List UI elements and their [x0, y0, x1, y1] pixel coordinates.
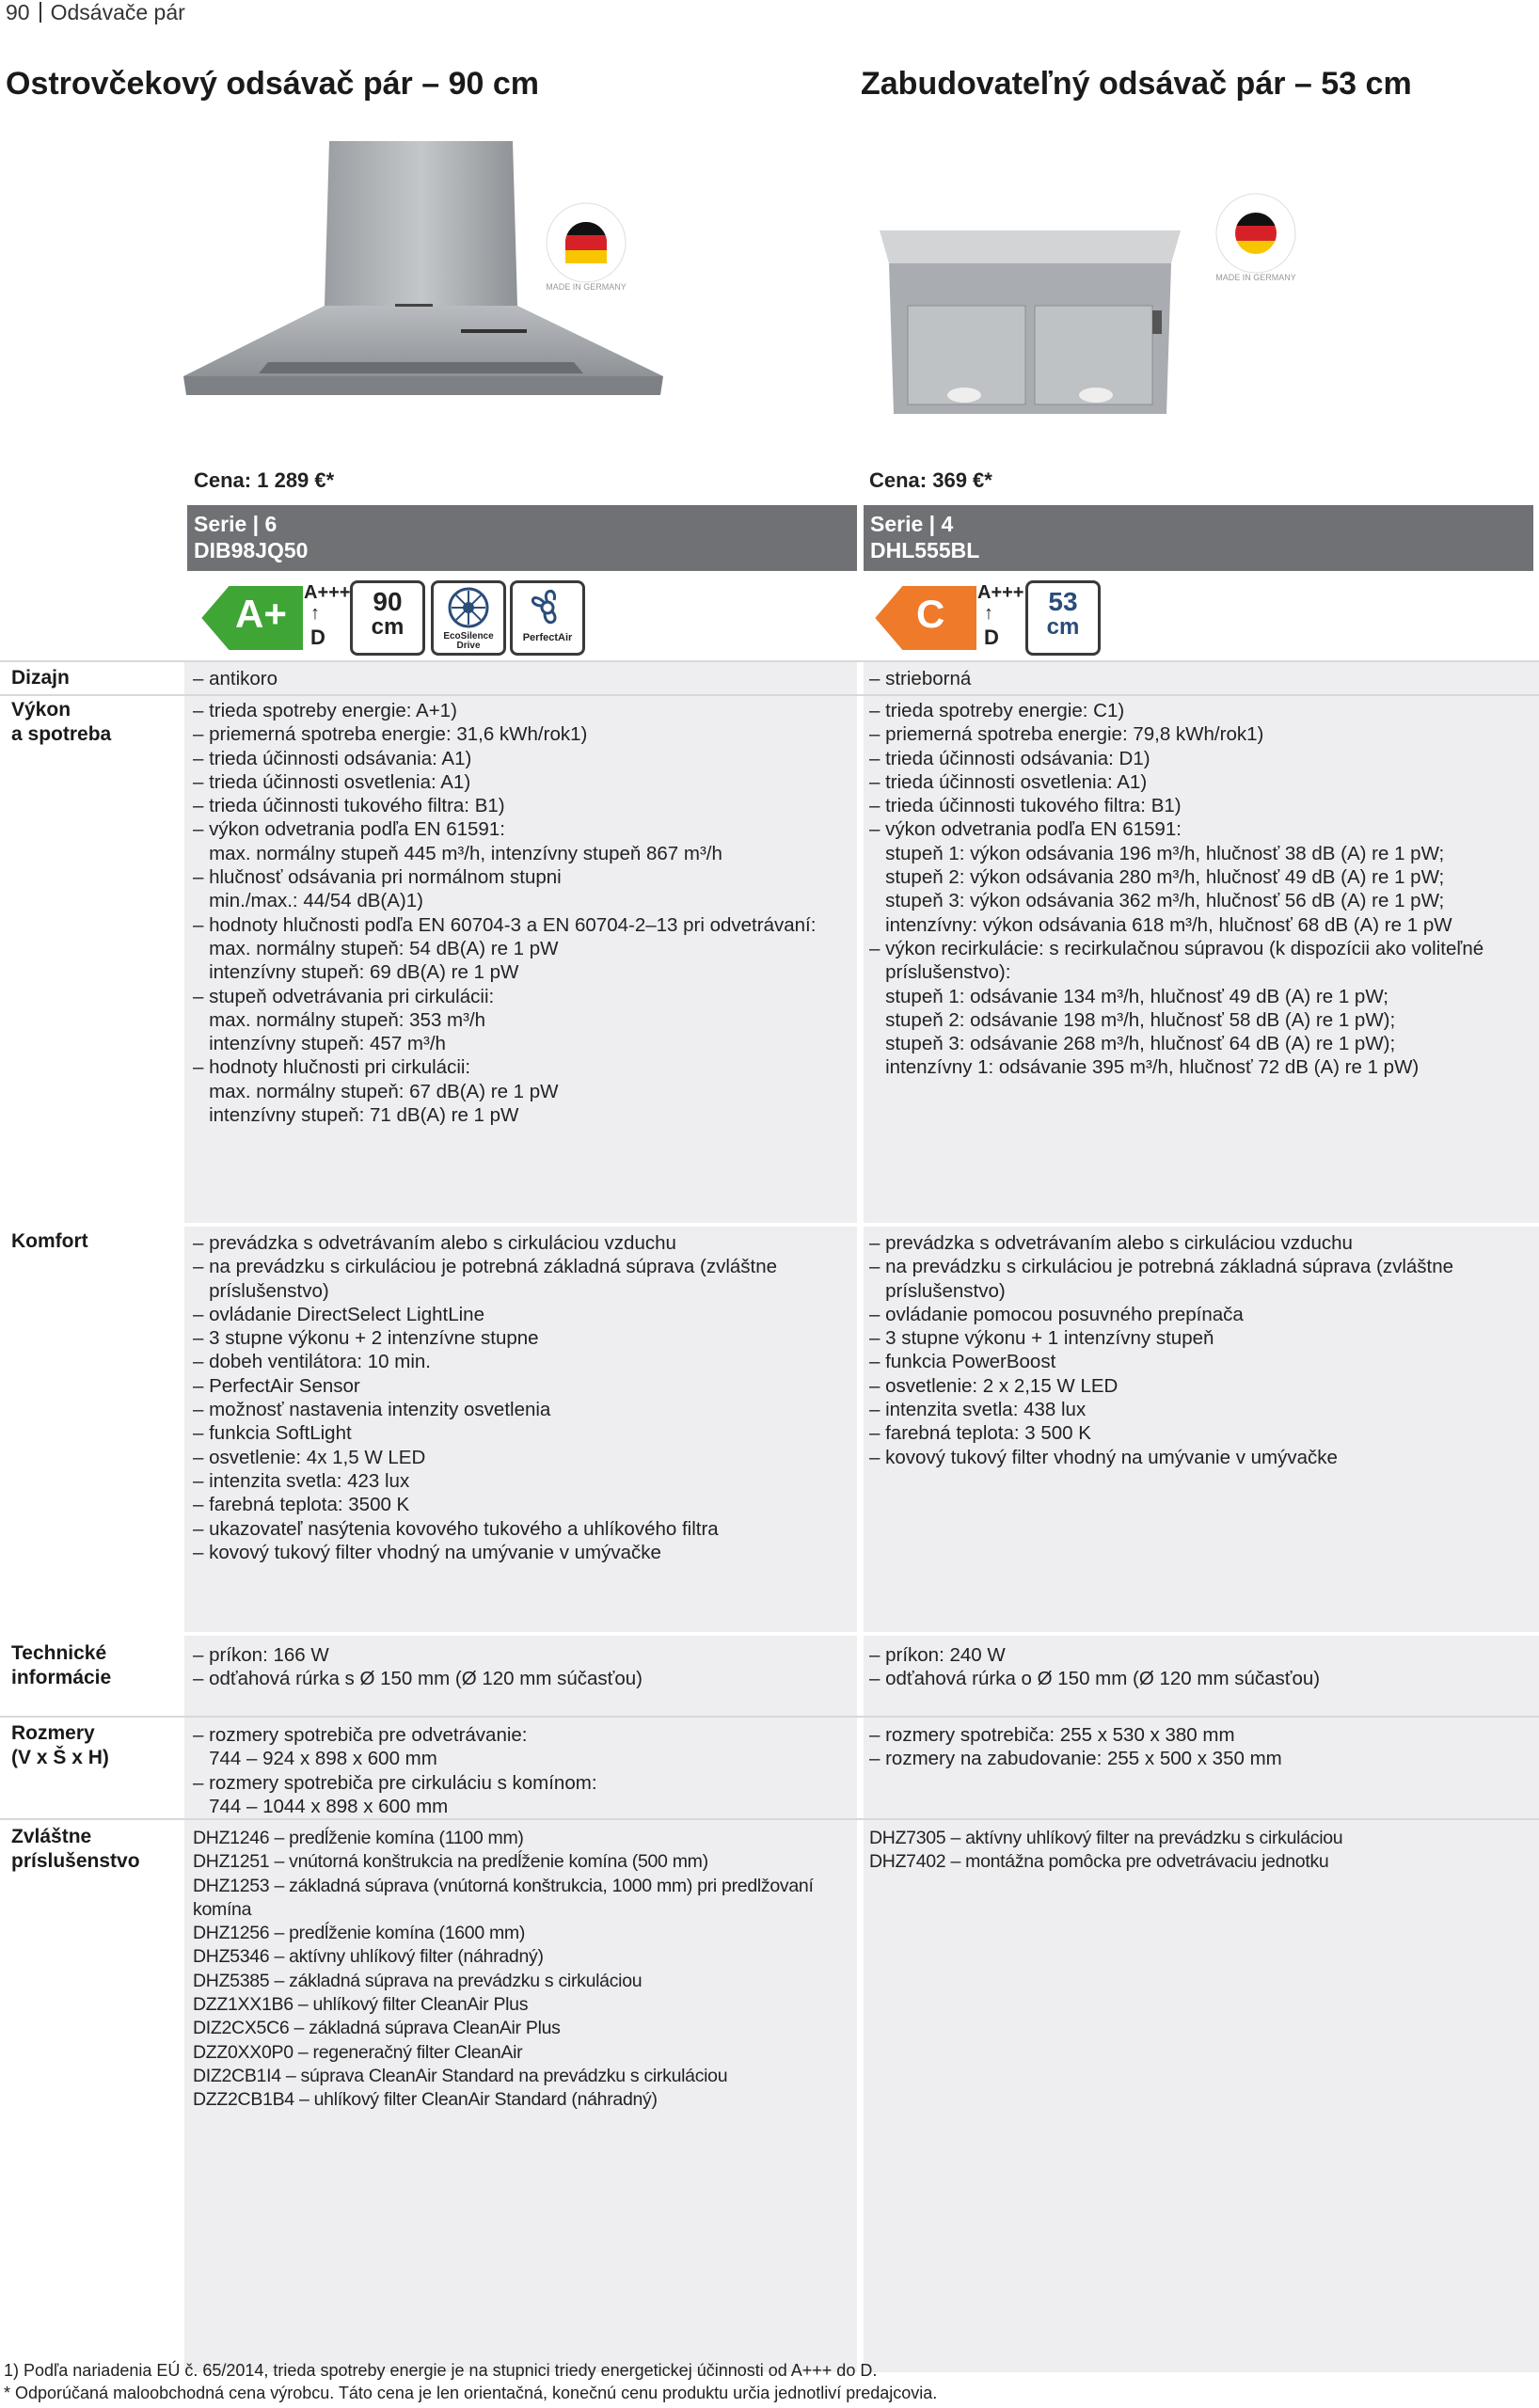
built-in-hood-image — [870, 226, 1190, 423]
label-komfort: Komfort — [11, 1230, 88, 1252]
badge-text-right: MADE IN GERMANY — [1215, 273, 1296, 282]
right-product-title: Zabudovateľný odsávač pár – 53 cm — [861, 66, 1412, 102]
right-technicke: – príkon: 240 W – odťahová rúrka o Ø 150 mm (Ø 120 mm súčasťou) — [869, 1644, 1321, 1690]
flag-left-overlay — [544, 200, 628, 285]
header-divider — [40, 2, 41, 23]
left-dizajn: – antikoro — [193, 668, 278, 689]
page-header — [6, 0, 185, 25]
made-in-germany-badge-right — [1214, 191, 1298, 276]
right-width-icon — [1025, 580, 1101, 656]
label-vykon: Výkon a spotreba — [11, 699, 112, 745]
left-width-value: 90 — [373, 587, 403, 616]
left-vykon: – trieda spotreby energie: A+1) – priemerná spotreba energie: 31,6 kWh/rok1) – trieda účinnosti odsávania: A1) – trieda účinnosti osvetlenia: A1) – trieda účinnosti tukového filtra: B1) – výkon odvetrania podľa EN 61591: max. normálny stupeň 445 m³/h, intenzívny stupeň 867 m³/h – hlučnosť odsávania pri normálnom stupni min./max.: 44/54 dB(A)1) – hodnoty hlučnosti podľa EN 60704-3 a EN 60704-2–13 pri odvetrávaní: max. normálny stupeň: 54 dB(A) re 1 pW intenzívny stupeň: 69 dB(A) re 1 pW – stupeň odvetrávania pri cirkulácii: max. normálny stupeň: 353 m³/h intenzívny stupeň: 457 m³/h – hodnoty hlučnosti pri cirkulácii: max. normálny stupeň: 67 dB(A) re 1 pW intenzívny stupeň: 71 dB(A) re 1 pW — [193, 700, 817, 1127]
left-scale-top: A+++ — [304, 582, 351, 603]
left-prislusenstvo: DHZ1246 – predĺženie komína (1100 mm) DHZ1251 – vnútorná konštrukcia na predĺženie komína (500 mm) DHZ1253 – základná súprava (vnútorná konštrukcia, 1000 mm) pri predlžovaní komína DHZ1256 – predĺženie komína (1600 mm) DHZ5346 – aktívny uhlíkový filter (náhradný) DHZ5385 – základná súprava na prevádzku s cirkuláciou DZZ1XX1B6 – uhlíkový filter CleanAir Plus DIZ2CX5C6 – základná súprava CleanAir Plus DZZ0XX0P0 – regeneračný filter CleanAir DIZ2CB1I4 – súprava CleanAir Standard na prevádzku s cirkuláciou DZZ2CB1B4 – uhlíkový filter CleanAir Standard (náhradný) — [193, 1828, 814, 2111]
right-energy-label — [869, 580, 1024, 656]
left-scale-bottom: D — [310, 626, 325, 649]
right-series: Serie | 4 — [870, 512, 954, 536]
ecosilence-drive-icon — [431, 580, 506, 656]
row-sep-dizajn — [0, 694, 1539, 696]
left-energy-class: A+ — [235, 592, 287, 636]
right-vykon: – trieda spotreby energie: C1) – priemerná spotreba energie: 79,8 kWh/rok1) – trieda účinnosti odsávania: D1) – trieda účinnosti osvetlenia: A1) – trieda účinnosti tukového filtra: B1) – výkon odvetrania podľa EN 61591: stupeň 1: výkon odsávania 196 m³/h, hlučnosť 38 dB (A) re 1 pW; stupeň 2: výkon odsávania 280 m³/h, hlučnosť 49 dB (A) re 1 pW; stupeň 3: výkon odsávania 362 m³/h, hlučnosť 56 dB (A) re 1 pW; intenzívny: výkon odsávania 618 m³/h, hlučnosť 68 dB (A) re 1 pW – výkon recirkulácie: s recirkulačnou súpravou (k dispozícii ako voliteľné príslušenstvo): stupeň 1: odsávanie 134 m³/h, hlučnosť 49 dB (A) re 1 pW; stupeň 2: odsávanie 198 m³/h, hlučnosť 58 dB (A) re 1 pW); stupeň 3: odsávanie 268 m³/h, hlučnosť 64 dB (A) re 1 pW); intenzívny 1: odsávanie 395 m³/h, hlučnosť 72 dB (A) re 1 pW) — [869, 700, 1484, 1079]
perfect-label: PerfectAir — [522, 632, 573, 643]
row-sep-rozmery — [0, 1818, 1539, 1820]
column-gap — [857, 660, 864, 2372]
right-rozmery: – rozmery spotrebiča: 255 x 530 x 380 mm – rozmery na zabudovanie: 255 x 500 x 350 mm — [869, 1724, 1282, 1770]
left-price: Cena: 1 289 €* — [194, 468, 335, 492]
left-width-icon — [350, 580, 425, 656]
perfectair-icon — [510, 580, 585, 656]
row-sep-technicke — [0, 1716, 1539, 1718]
right-model: DHL555BL — [870, 538, 980, 562]
right-scale-bottom: D — [984, 626, 999, 649]
label-rozmery: Rozmery (V x Š x H) — [11, 1722, 109, 1768]
left-energy-label — [196, 580, 351, 656]
left-technicke: – príkon: 166 W – odťahová rúrka s Ø 150 mm (Ø 120 mm súčasťou) — [193, 1644, 643, 1690]
badge-text-left: MADE IN GERMANY — [546, 282, 627, 292]
right-scale-arrow-icon: ↑ — [984, 603, 993, 624]
label-prislusenstvo: Zvláštne príslušenstvo — [11, 1826, 140, 1872]
left-product-title: Ostrovčekový odsávač pár – 90 cm — [6, 66, 539, 102]
page-number: 90 — [6, 0, 30, 24]
right-komfort: – prevádzka s odvetrávaním alebo s cirkuláciou vzduchu – na prevádzku s cirkuláciou je potrebná základná súprava (zvláštne príslušenstvo) – ovládanie pomocou posuvného prepínača – 3 stupne výkonu + 1 intenzívny stupeň – funkcia PowerBoost – osvetlenie: 2 x 2,15 W LED – intenzita svetla: 438 lux – farebná teplota: 3 500 K – kovový tukový filter vhodný na umývanie v umývačke — [869, 1232, 1454, 1468]
row-sep-top — [0, 660, 1539, 662]
right-prislusenstvo: DHZ7305 – aktívny uhlíkový filter na prevádzku s cirkuláciou DHZ7402 – montážna pomôcka pre odvetrávaciu jednotku — [869, 1828, 1343, 1873]
section-name: Odsávače pár — [50, 0, 185, 24]
left-width-unit: cm — [371, 614, 405, 640]
right-energy-class: C — [916, 592, 945, 636]
footnote-energy: 1) Podľa nariadenia EÚ č. 65/2014, trieda spotreby energie je na stupnici triedy energetickej účinnosti od A+++ do D. — [4, 2361, 878, 2380]
right-price: Cena: 369 €* — [869, 468, 992, 492]
left-scale-arrow-icon: ↑ — [310, 603, 320, 624]
row-sep-komfort — [0, 1632, 1539, 1636]
left-series-bar — [187, 505, 857, 571]
right-dizajn: – strieborná — [869, 668, 972, 689]
footnote-price: * Odporúčaná maloobchodná cena výrobcu. Táto cena je len orientačná, konečnú cenu produktu určia jednotliví predajcovia. — [4, 2384, 938, 2402]
label-dizajn: Dizajn — [11, 667, 70, 689]
label-column-bg — [0, 660, 184, 2372]
eco-label: EcoSilence Drive — [443, 631, 494, 651]
right-width-value: 53 — [1048, 587, 1078, 616]
right-width-unit: cm — [1046, 614, 1080, 640]
right-series-bar — [864, 505, 1533, 571]
left-series: Serie | 6 — [194, 512, 278, 536]
row-sep-vykon — [0, 1223, 1539, 1227]
left-rozmery: – rozmery spotrebiča pre odvetrávanie: 744 – 924 x 898 x 600 mm – rozmery spotrebiča pre cirkuláciu s komínom: 744 – 1044 x 898 x 600 mm — [193, 1724, 597, 1817]
left-komfort: – prevádzka s odvetrávaním alebo s cirkuláciou vzduchu – na prevádzku s cirkuláciou je potrebná základná súprava (zvláštne príslušenstvo) – ovládanie DirectSelect LightLine – 3 stupne výkonu + 2 intenzívne stupne – dobeh ventilátora: 10 min. – PerfectAir Sensor – možnosť nastavenia intenzity osvetlenia – funkcia SoftLight – osvetlenie: 4x 1,5 W LED – intenzita svetla: 423 lux – farebná teplota: 3500 K – ukazovateľ nasýtenia kovového tukového a uhlíkového filtra – kovový tukový filter vhodný na umývanie v umývačke — [193, 1232, 778, 1563]
label-technicke: Technické informácie — [11, 1642, 112, 1688]
left-model: DIB98JQ50 — [194, 538, 309, 562]
right-scale-top: A+++ — [977, 582, 1024, 603]
